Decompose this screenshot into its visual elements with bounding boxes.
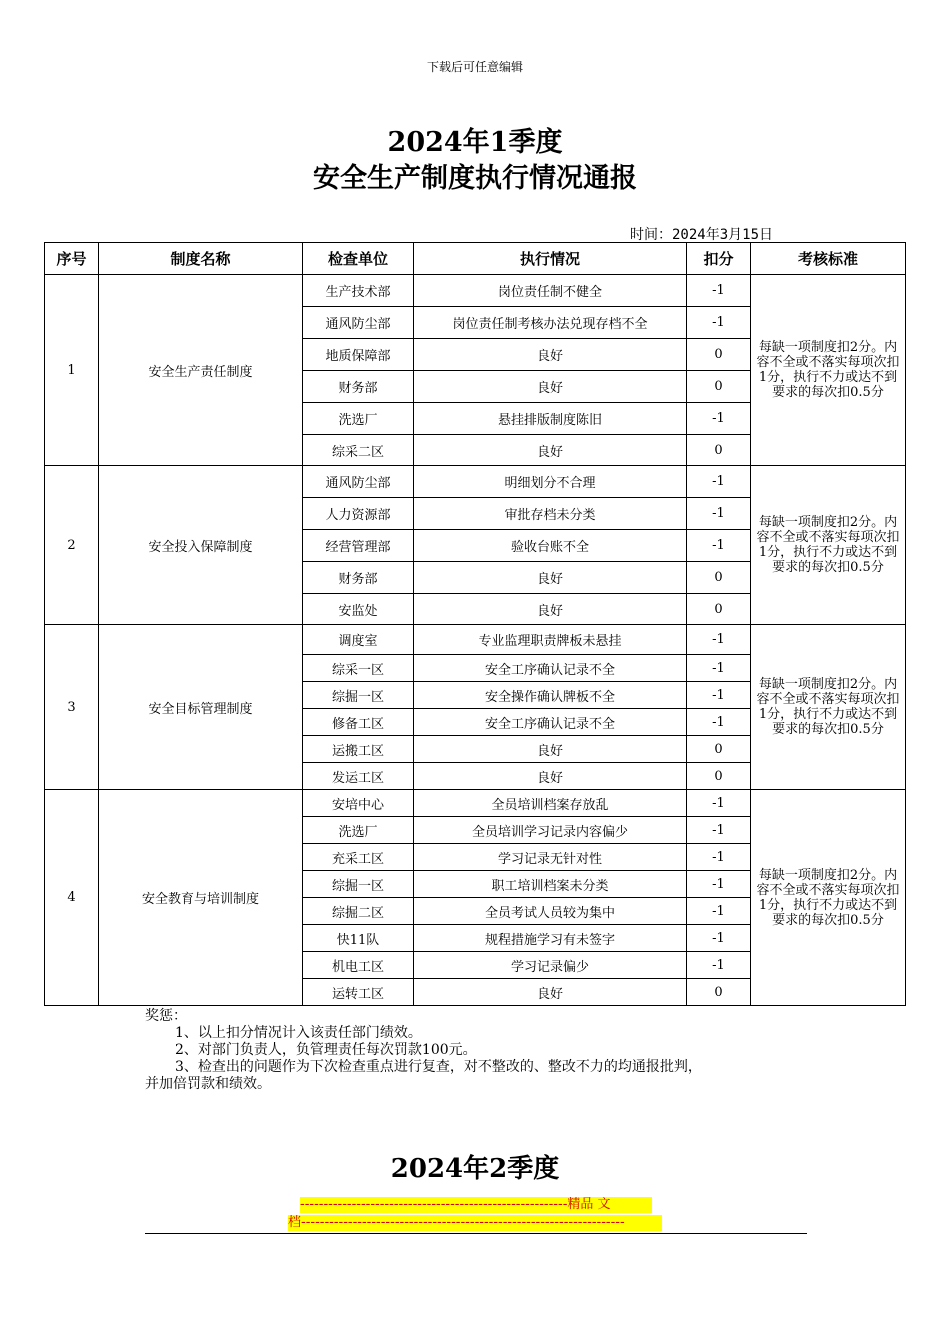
unit-cell: 洗选厂 [303,817,414,844]
execution-report-table [44,242,906,1006]
score-cell: -1 [687,898,751,925]
note-item: 1、以上扣分情况计入该责任部门绩效。 [175,1025,422,1041]
unit-cell: 综掘一区 [303,871,414,898]
table-row [45,625,906,655]
report-date: 时间：2024年3月15日 [630,227,774,243]
unit-cell: 生产技术部 [303,275,414,307]
score-cell: 0 [687,339,751,371]
score-cell: -1 [687,307,751,339]
status-cell: 验收台账不全 [414,530,687,562]
table-body [45,275,906,1006]
group-no: 2 [45,466,99,625]
score-cell: 0 [687,562,751,594]
status-cell: 职工培训档案未分类 [414,871,687,898]
score-cell: 0 [687,371,751,403]
status-cell: 悬挂排版制度陈旧 [414,403,687,435]
score-cell: -1 [687,790,751,817]
status-cell: 良好 [414,435,687,466]
report-title-main: 安全生产制度执行情况通报 [313,163,637,194]
unit-cell: 快11队 [303,925,414,952]
score-cell: 0 [687,435,751,466]
unit-cell: 人力资源部 [303,498,414,530]
status-cell: 学习记录偏少 [414,952,687,979]
score-cell: -1 [687,275,751,307]
footer-divider [145,1233,807,1234]
score-cell: -1 [687,817,751,844]
unit-cell: 机电工区 [303,952,414,979]
group-standard: 每缺一项制度扣2分。内容不全或不落实每项次扣1分，执行不力或达不到要求的每次扣0.5分 [751,625,906,790]
status-cell: 良好 [414,371,687,403]
group-name: 安全目标管理制度 [99,625,303,790]
unit-cell: 综掘一区 [303,682,414,709]
group-standard: 每缺一项制度扣2分。内容不全或不落实每项次扣1分，执行不力或达不到要求的每次扣0.5分 [751,275,906,466]
unit-cell: 发运工区 [303,763,414,790]
score-cell: -1 [687,871,751,898]
header-note: 下载后可任意编辑 [426,60,523,74]
group-no: 1 [45,275,99,466]
score-cell: 0 [687,594,751,625]
score-cell: -1 [687,952,751,979]
status-cell: 规程措施学习有未签字 [414,925,687,952]
unit-cell: 经营管理部 [303,530,414,562]
unit-cell: 充采工区 [303,844,414,871]
group-no: 4 [45,790,99,1006]
score-cell: 0 [687,736,751,763]
group-name: 安全投入保障制度 [99,466,303,625]
status-cell: 全员考试人员较为集中 [414,898,687,925]
table-row [45,275,906,307]
table-row [45,466,906,498]
unit-cell: 通风防尘部 [303,466,414,498]
score-cell: 0 [687,763,751,790]
status-cell: 良好 [414,562,687,594]
score-cell: -1 [687,498,751,530]
status-cell: 安全工序确认记录不全 [414,709,687,736]
unit-cell: 地质保障部 [303,339,414,371]
score-cell: -1 [687,925,751,952]
note-item: 3、检查出的问题作为下次检查重点进行复查，对不整改的、整改不力的均通报批判， [175,1059,702,1075]
status-cell: 良好 [414,979,687,1006]
report-title-quarter: 2024年1季度 [387,127,563,158]
unit-cell: 运搬工区 [303,736,414,763]
unit-cell: 安监处 [303,594,414,625]
status-cell: 岗位责任制考核办法兑现存档不全 [414,307,687,339]
status-cell: 安全工序确认记录不全 [414,655,687,682]
score-cell: -1 [687,530,751,562]
unit-cell: 通风防尘部 [303,307,414,339]
unit-cell: 调度室 [303,625,414,655]
group-name: 安全教育与培训制度 [99,790,303,1006]
unit-cell: 综采一区 [303,655,414,682]
status-cell: 学习记录无针对性 [414,844,687,871]
unit-cell: 安培中心 [303,790,414,817]
unit-cell: 综掘二区 [303,898,414,925]
score-cell: -1 [687,844,751,871]
score-cell: -1 [687,655,751,682]
q2-title: 2024年2季度 [390,1154,560,1184]
unit-cell: 财务部 [303,371,414,403]
table-header-row [45,243,906,275]
group-standard: 每缺一项制度扣2分。内容不全或不落实每项次扣1分，执行不力或达不到要求的每次扣0.5分 [751,790,906,1006]
group-standard: 每缺一项制度扣2分。内容不全或不落实每项次扣1分，执行不力或达不到要求的每次扣0.5分 [751,466,906,625]
footer-watermark-line2: 档--------------------------------------------------------------------- [288,1215,662,1231]
unit-cell: 综采二区 [303,435,414,466]
unit-cell: 运转工区 [303,979,414,1006]
score-cell: -1 [687,682,751,709]
status-cell: 全员培训档案存放乱 [414,790,687,817]
score-cell: -1 [687,466,751,498]
group-no: 3 [45,625,99,790]
note-item: 2、对部门负责人，负管理责任每次罚款100元。 [175,1042,477,1058]
penalty-notes [145,1008,810,1093]
score-cell: -1 [687,625,751,655]
status-cell: 明细划分不合理 [414,466,687,498]
status-cell: 全员培训学习记录内容偏少 [414,817,687,844]
score-cell: -1 [687,709,751,736]
col-header-name: 制度名称 [99,243,303,275]
col-header-unit: 检查单位 [303,243,414,275]
footer-watermark-line1: ---------------------------------------------------------精品 文 [300,1197,652,1213]
col-header-no: 序号 [45,243,99,275]
status-cell: 安全操作确认牌板不全 [414,682,687,709]
table-row [45,790,906,817]
col-header-standard: 考核标准 [751,243,906,275]
status-cell: 岗位责任制不健全 [414,275,687,307]
status-cell: 审批存档未分类 [414,498,687,530]
status-cell: 良好 [414,763,687,790]
score-cell: -1 [687,403,751,435]
col-header-score: 扣分 [687,243,751,275]
note-continuation: 并加倍罚款和绩效。 [145,1076,271,1092]
status-cell: 良好 [414,594,687,625]
group-name: 安全生产责任制度 [99,275,303,466]
status-cell: 良好 [414,736,687,763]
col-header-status: 执行情况 [414,243,687,275]
score-cell: 0 [687,979,751,1006]
unit-cell: 修备工区 [303,709,414,736]
notes-heading: 奖惩： [145,1008,187,1024]
unit-cell: 洗选厂 [303,403,414,435]
status-cell: 良好 [414,339,687,371]
unit-cell: 财务部 [303,562,414,594]
status-cell: 专业监理职责牌板未悬挂 [414,625,687,655]
